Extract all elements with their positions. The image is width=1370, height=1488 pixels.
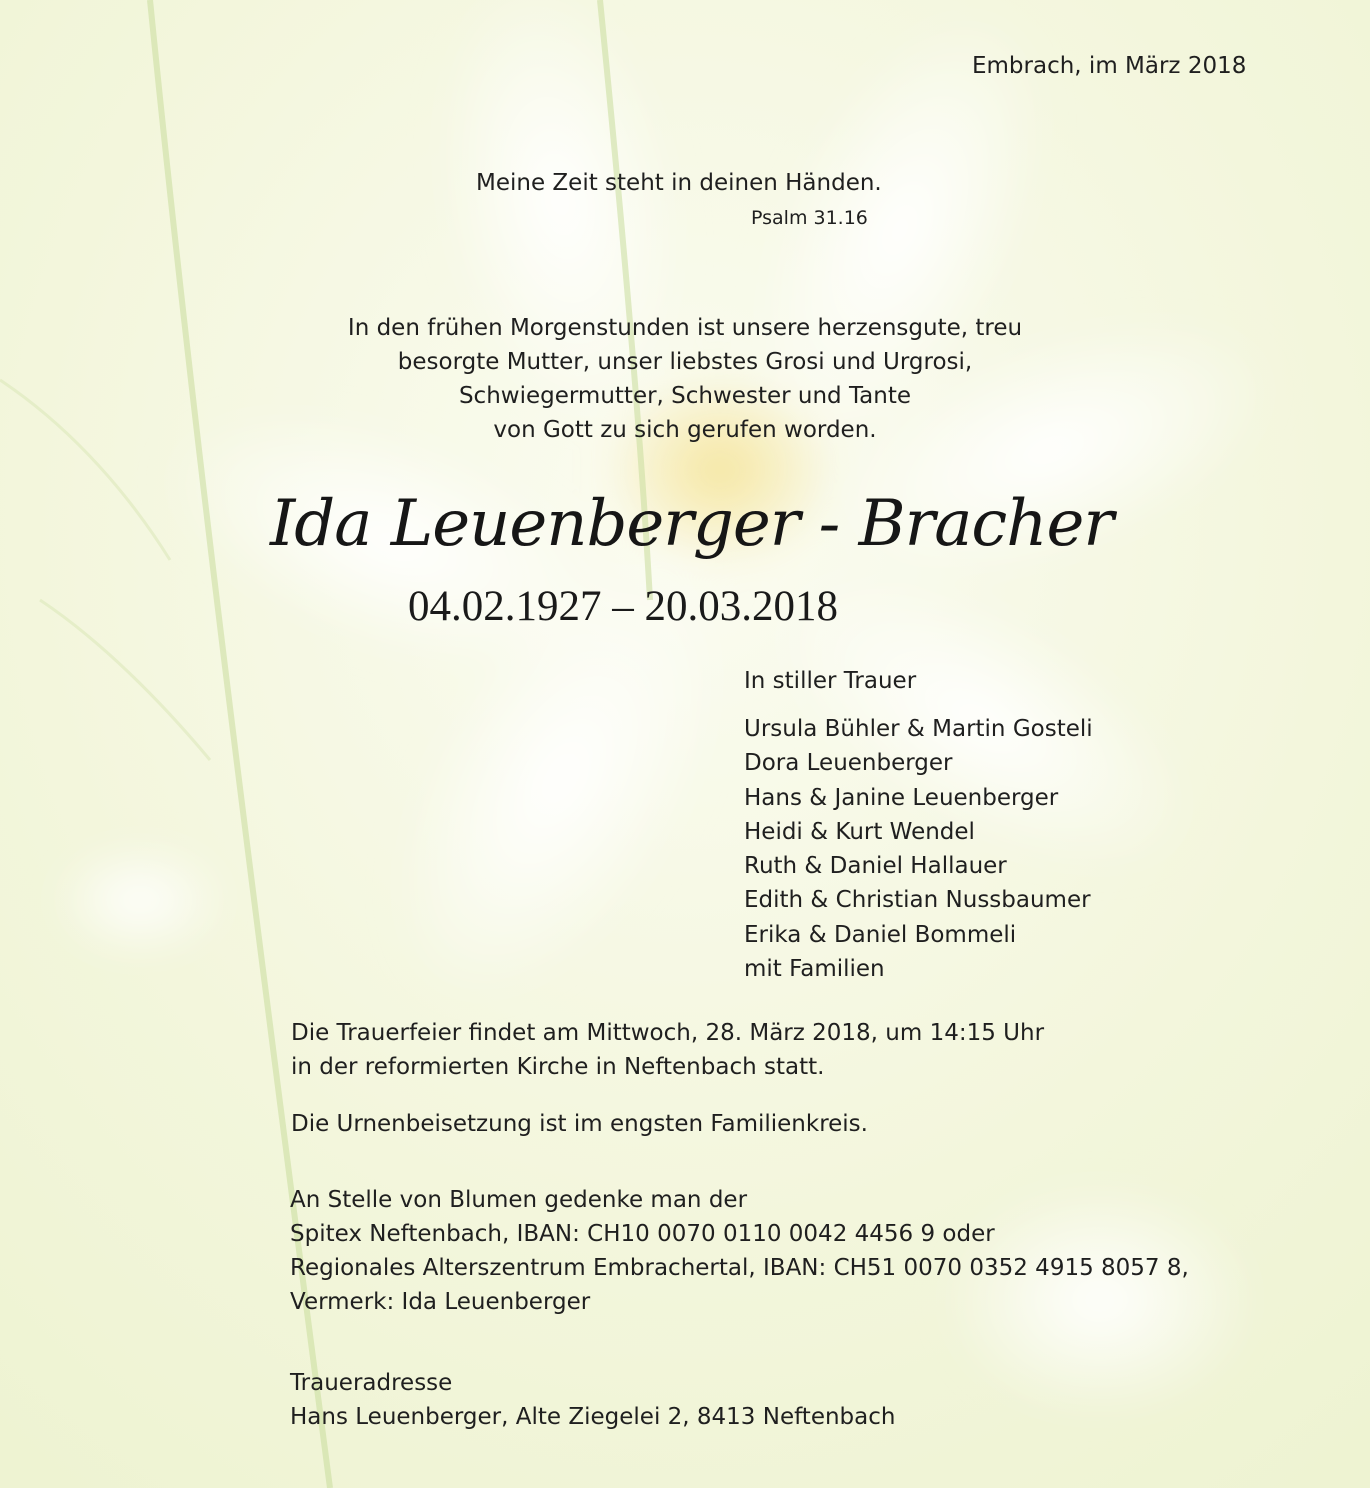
- mourners-list: [744, 712, 1093, 986]
- mourner-name: Heidi & Kurt Wendel: [744, 818, 975, 845]
- mourner-name: Edith & Christian Nussbaumer: [744, 887, 1091, 914]
- donation-line: Regionales Alterszentrum Embrachertal, IBAN: CH51 0070 0352 4915 8057 8,: [290, 1255, 1189, 1281]
- announcement-line: von Gott zu sich gerufen worden.: [493, 417, 877, 443]
- place-date: Embrach, im März 2018: [972, 53, 1247, 79]
- donation-line: An Stelle von Blumen gedenke man der: [290, 1187, 748, 1213]
- announcement-line: besorgte Mutter, unser liebstes Grosi und Urgrosi,: [397, 349, 973, 375]
- mourner-name: Ruth & Daniel Hallauer: [744, 853, 1007, 880]
- address-heading: Traueradresse: [290, 1370, 453, 1396]
- announcement-line: Schwiegermutter, Schwester und Tante: [458, 383, 912, 409]
- address-line: Hans Leuenberger, Alte Ziegelei 2, 8413 Neftenbach: [290, 1404, 896, 1430]
- ceremony-line: in der reformierten Kirche in Neftenbach statt.: [291, 1054, 825, 1080]
- announcement-line: In den frühen Morgenstunden ist unsere herzensgute, treu: [347, 315, 1023, 341]
- burial-note: Die Urnenbeisetzung ist im engsten Familienkreis.: [291, 1111, 868, 1137]
- mourner-name: Erika & Daniel Bommeli: [744, 921, 1017, 948]
- deceased-dates: 04.02.1927 – 20.03.2018: [408, 583, 838, 630]
- mourner-name: mit Familien: [744, 956, 885, 983]
- verse-reference: Psalm 31.16: [751, 207, 868, 229]
- ceremony-line: Die Trauerfeier findet am Mittwoch, 28. März 2018, um 14:15 Uhr: [291, 1020, 1045, 1046]
- mourner-name: Hans & Janine Leuenberger: [744, 784, 1059, 811]
- mourner-name: Dora Leuenberger: [744, 750, 953, 777]
- deceased-name: Ida Leuenberger - Bracher: [270, 487, 1113, 561]
- mourners-heading: In stiller Trauer: [744, 668, 917, 694]
- donation-line: Spitex Neftenbach, IBAN: CH10 0070 0110 0042 4456 9 oder: [290, 1221, 995, 1247]
- donation-line: Vermerk: Ida Leuenberger: [290, 1289, 591, 1315]
- mourner-name: Ursula Bühler & Martin Gosteli: [744, 716, 1093, 742]
- verse-text: Meine Zeit steht in deinen Händen.: [476, 170, 882, 196]
